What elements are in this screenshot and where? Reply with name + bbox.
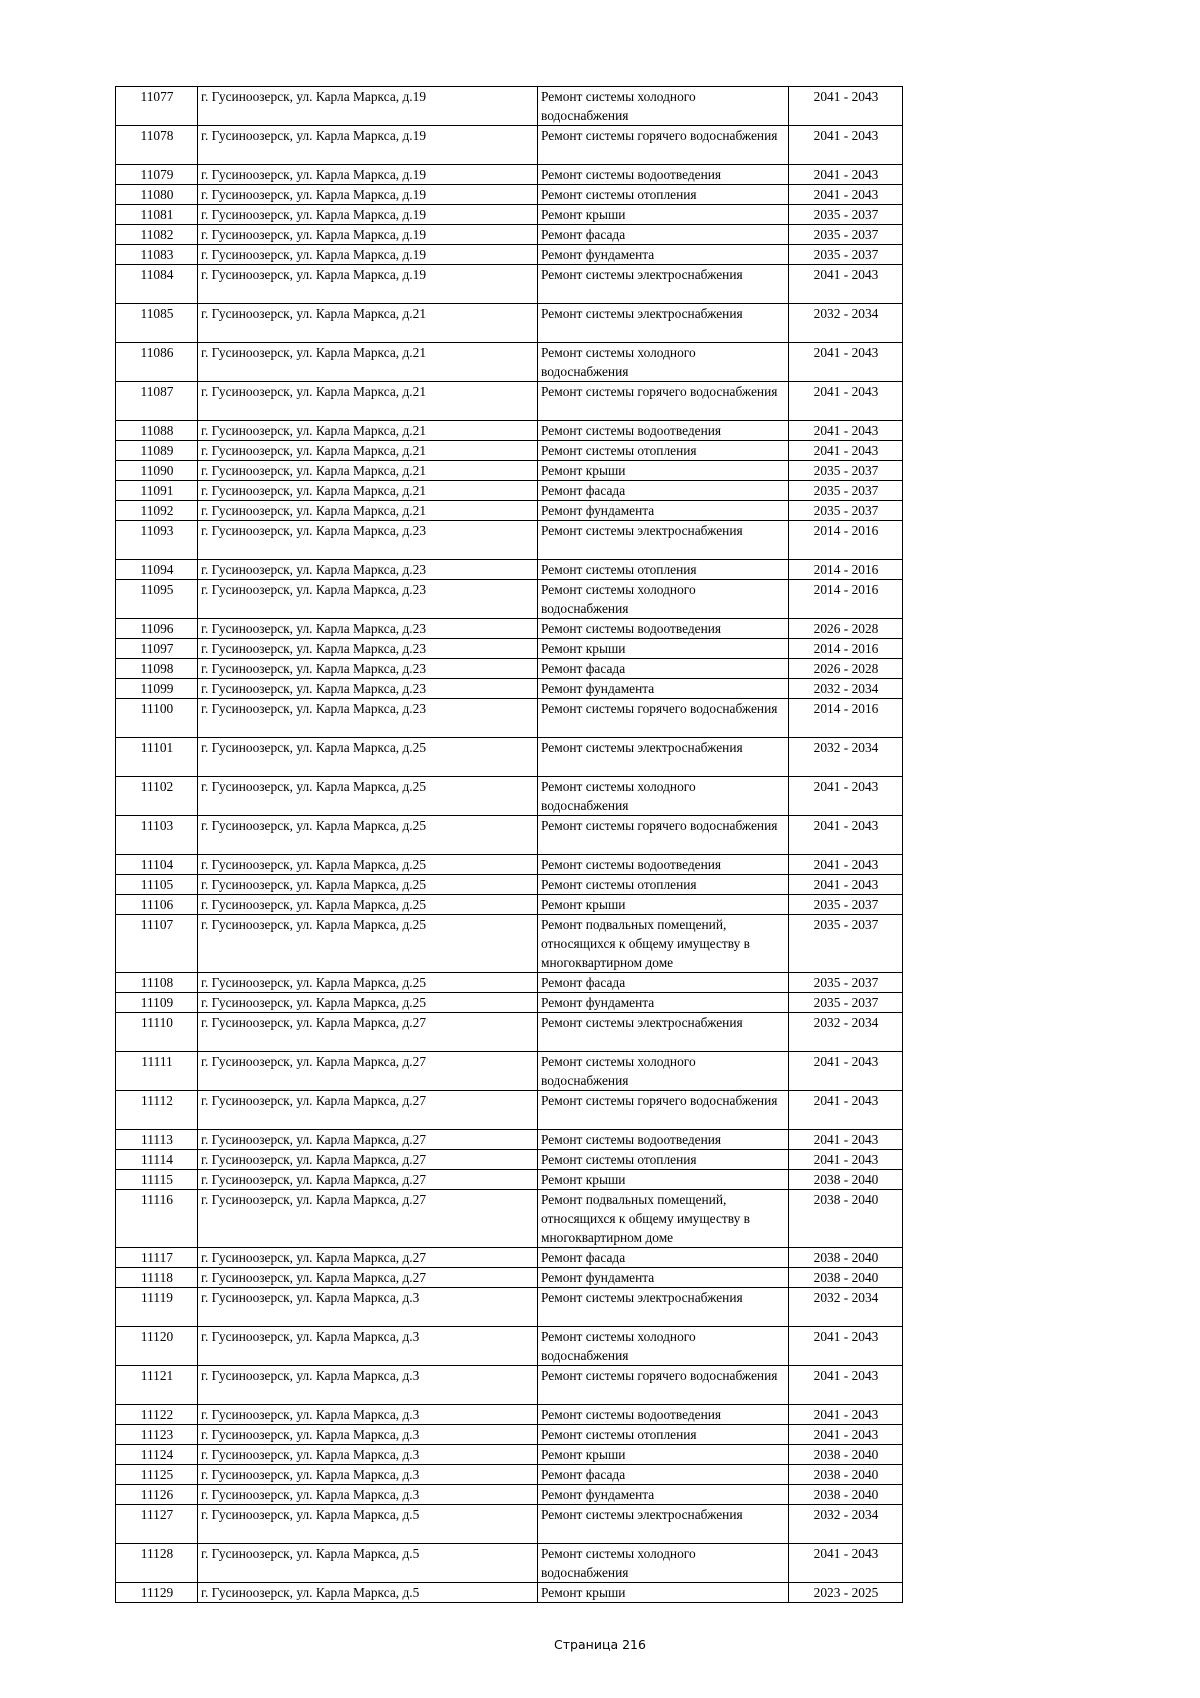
table-row bbox=[116, 1013, 903, 1052]
work-type-cell: Ремонт системы водоотведения bbox=[538, 1405, 789, 1425]
table-row bbox=[116, 993, 903, 1013]
work-type-cell: Ремонт системы электроснабжения bbox=[538, 738, 789, 777]
row-number-cell: 11081 bbox=[116, 205, 198, 225]
period-cell: 2041 - 2043 bbox=[789, 875, 903, 895]
address-cell: г. Гусиноозерск, ул. Карла Маркса, д.3 bbox=[198, 1288, 538, 1327]
table-row bbox=[116, 1544, 903, 1583]
address-cell: г. Гусиноозерск, ул. Карла Маркса, д.19 bbox=[198, 245, 538, 265]
work-type-cell: Ремонт крыши bbox=[538, 1170, 789, 1190]
table-row bbox=[116, 855, 903, 875]
period-cell: 2014 - 2016 bbox=[789, 639, 903, 659]
row-number-cell: 11117 bbox=[116, 1248, 198, 1268]
address-cell: г. Гусиноозерск, ул. Карла Маркса, д.19 bbox=[198, 126, 538, 165]
address-cell: г. Гусиноозерск, ул. Карла Маркса, д.27 bbox=[198, 1091, 538, 1130]
period-cell: 2032 - 2034 bbox=[789, 1505, 903, 1544]
row-number-cell: 11103 bbox=[116, 816, 198, 855]
address-cell: г. Гусиноозерск, ул. Карла Маркса, д.5 bbox=[198, 1544, 538, 1583]
address-cell: г. Гусиноозерск, ул. Карла Маркса, д.23 bbox=[198, 699, 538, 738]
row-number-cell: 11085 bbox=[116, 304, 198, 343]
period-cell: 2035 - 2037 bbox=[789, 895, 903, 915]
row-number-cell: 11089 bbox=[116, 441, 198, 461]
period-cell: 2032 - 2034 bbox=[789, 304, 903, 343]
address-cell: г. Гусиноозерск, ул. Карла Маркса, д.19 bbox=[198, 225, 538, 245]
period-cell: 2041 - 2043 bbox=[789, 87, 903, 126]
table-row bbox=[116, 875, 903, 895]
work-type-cell: Ремонт фундамента bbox=[538, 501, 789, 521]
table-row bbox=[116, 126, 903, 165]
work-type-cell: Ремонт системы электроснабжения bbox=[538, 521, 789, 560]
period-cell: 2035 - 2037 bbox=[789, 205, 903, 225]
table-row bbox=[116, 225, 903, 245]
address-cell: г. Гусиноозерск, ул. Карла Маркса, д.19 bbox=[198, 165, 538, 185]
work-type-cell: Ремонт системы холодного водоснабжения bbox=[538, 87, 789, 126]
table-row bbox=[116, 441, 903, 461]
period-cell: 2032 - 2034 bbox=[789, 1288, 903, 1327]
row-number-cell: 11127 bbox=[116, 1505, 198, 1544]
table-row bbox=[116, 973, 903, 993]
address-cell: г. Гусиноозерск, ул. Карла Маркса, д.3 bbox=[198, 1327, 538, 1366]
table-row bbox=[116, 1268, 903, 1288]
table-row bbox=[116, 1248, 903, 1268]
work-type-cell: Ремонт фундамента bbox=[538, 245, 789, 265]
table-row bbox=[116, 461, 903, 481]
work-type-cell: Ремонт системы электроснабжения bbox=[538, 1013, 789, 1052]
row-number-cell: 11128 bbox=[116, 1544, 198, 1583]
address-cell: г. Гусиноозерск, ул. Карла Маркса, д.21 bbox=[198, 501, 538, 521]
work-type-cell: Ремонт фундамента bbox=[538, 1485, 789, 1505]
address-cell: г. Гусиноозерск, ул. Карла Маркса, д.5 bbox=[198, 1583, 538, 1603]
row-number-cell: 11088 bbox=[116, 421, 198, 441]
period-cell: 2041 - 2043 bbox=[789, 1366, 903, 1405]
work-type-cell: Ремонт системы холодного водоснабжения bbox=[538, 1544, 789, 1583]
work-type-cell: Ремонт подвальных помещений, относящихся к общему имуществу в многоквартирном доме bbox=[538, 1190, 789, 1248]
row-number-cell: 11093 bbox=[116, 521, 198, 560]
period-cell: 2041 - 2043 bbox=[789, 1130, 903, 1150]
period-cell: 2041 - 2043 bbox=[789, 1052, 903, 1091]
work-type-cell: Ремонт системы холодного водоснабжения bbox=[538, 1327, 789, 1366]
work-type-cell: Ремонт системы отопления bbox=[538, 875, 789, 895]
table-row bbox=[116, 816, 903, 855]
table-row bbox=[116, 185, 903, 205]
period-cell: 2041 - 2043 bbox=[789, 1327, 903, 1366]
period-cell: 2041 - 2043 bbox=[789, 165, 903, 185]
period-cell: 2041 - 2043 bbox=[789, 816, 903, 855]
work-type-cell: Ремонт фасада bbox=[538, 481, 789, 501]
period-cell: 2041 - 2043 bbox=[789, 441, 903, 461]
work-type-cell: Ремонт подвальных помещений, относящихся к общему имуществу в многоквартирном доме bbox=[538, 915, 789, 973]
period-cell: 2014 - 2016 bbox=[789, 521, 903, 560]
address-cell: г. Гусиноозерск, ул. Карла Маркса, д.25 bbox=[198, 777, 538, 816]
work-type-cell: Ремонт фундамента bbox=[538, 1268, 789, 1288]
work-type-cell: Ремонт системы холодного водоснабжения bbox=[538, 777, 789, 816]
row-number-cell: 11084 bbox=[116, 265, 198, 304]
row-number-cell: 11082 bbox=[116, 225, 198, 245]
row-number-cell: 11095 bbox=[116, 580, 198, 619]
row-number-cell: 11113 bbox=[116, 1130, 198, 1150]
work-type-cell: Ремонт системы отопления bbox=[538, 185, 789, 205]
row-number-cell: 11091 bbox=[116, 481, 198, 501]
table-row bbox=[116, 304, 903, 343]
period-cell: 2014 - 2016 bbox=[789, 699, 903, 738]
row-number-cell: 11119 bbox=[116, 1288, 198, 1327]
address-cell: г. Гусиноозерск, ул. Карла Маркса, д.23 bbox=[198, 659, 538, 679]
period-cell: 2035 - 2037 bbox=[789, 481, 903, 501]
row-number-cell: 11102 bbox=[116, 777, 198, 816]
work-type-cell: Ремонт системы электроснабжения bbox=[538, 1505, 789, 1544]
row-number-cell: 11108 bbox=[116, 973, 198, 993]
period-cell: 2035 - 2037 bbox=[789, 915, 903, 973]
table-row bbox=[116, 738, 903, 777]
address-cell: г. Гусиноозерск, ул. Карла Маркса, д.21 bbox=[198, 382, 538, 421]
table-row bbox=[116, 1130, 903, 1150]
address-cell: г. Гусиноозерск, ул. Карла Маркса, д.5 bbox=[198, 1505, 538, 1544]
table-row bbox=[116, 382, 903, 421]
address-cell: г. Гусиноозерск, ул. Карла Маркса, д.21 bbox=[198, 441, 538, 461]
row-number-cell: 11087 bbox=[116, 382, 198, 421]
table-row bbox=[116, 699, 903, 738]
address-cell: г. Гусиноозерск, ул. Карла Маркса, д.25 bbox=[198, 738, 538, 777]
table-row bbox=[116, 777, 903, 816]
table-row bbox=[116, 679, 903, 699]
work-type-cell: Ремонт крыши bbox=[538, 639, 789, 659]
row-number-cell: 11120 bbox=[116, 1327, 198, 1366]
period-cell: 2041 - 2043 bbox=[789, 126, 903, 165]
work-type-cell: Ремонт крыши bbox=[538, 205, 789, 225]
table-row bbox=[116, 1052, 903, 1091]
table-row bbox=[116, 895, 903, 915]
work-type-cell: Ремонт системы водоотведения bbox=[538, 421, 789, 441]
work-type-cell: Ремонт системы отопления bbox=[538, 441, 789, 461]
address-cell: г. Гусиноозерск, ул. Карла Маркса, д.23 bbox=[198, 560, 538, 580]
period-cell: 2041 - 2043 bbox=[789, 343, 903, 382]
work-type-cell: Ремонт системы холодного водоснабжения bbox=[538, 580, 789, 619]
address-cell: г. Гусиноозерск, ул. Карла Маркса, д.27 bbox=[198, 1170, 538, 1190]
row-number-cell: 11099 bbox=[116, 679, 198, 699]
work-type-cell: Ремонт системы горячего водоснабжения bbox=[538, 382, 789, 421]
address-cell: г. Гусиноозерск, ул. Карла Маркса, д.27 bbox=[198, 1130, 538, 1150]
period-cell: 2038 - 2040 bbox=[789, 1190, 903, 1248]
table-row bbox=[116, 560, 903, 580]
address-cell: г. Гусиноозерск, ул. Карла Маркса, д.25 bbox=[198, 816, 538, 855]
row-number-cell: 11122 bbox=[116, 1405, 198, 1425]
period-cell: 2038 - 2040 bbox=[789, 1248, 903, 1268]
row-number-cell: 11107 bbox=[116, 915, 198, 973]
work-type-cell: Ремонт системы горячего водоснабжения bbox=[538, 126, 789, 165]
table-row bbox=[116, 87, 903, 126]
row-number-cell: 11086 bbox=[116, 343, 198, 382]
work-type-cell: Ремонт системы водоотведения bbox=[538, 619, 789, 639]
work-type-cell: Ремонт системы водоотведения bbox=[538, 165, 789, 185]
row-number-cell: 11092 bbox=[116, 501, 198, 521]
work-type-cell: Ремонт крыши bbox=[538, 1445, 789, 1465]
row-number-cell: 11083 bbox=[116, 245, 198, 265]
table-row bbox=[116, 245, 903, 265]
work-type-cell: Ремонт системы водоотведения bbox=[538, 1130, 789, 1150]
work-type-cell: Ремонт системы горячего водоснабжения bbox=[538, 816, 789, 855]
table-row bbox=[116, 265, 903, 304]
period-cell: 2035 - 2037 bbox=[789, 461, 903, 481]
address-cell: г. Гусиноозерск, ул. Карла Маркса, д.27 bbox=[198, 1052, 538, 1091]
address-cell: г. Гусиноозерск, ул. Карла Маркса, д.25 bbox=[198, 855, 538, 875]
period-cell: 2041 - 2043 bbox=[789, 1544, 903, 1583]
table-row bbox=[116, 1445, 903, 1465]
address-cell: г. Гусиноозерск, ул. Карла Маркса, д.27 bbox=[198, 1013, 538, 1052]
row-number-cell: 11101 bbox=[116, 738, 198, 777]
work-type-cell: Ремонт системы холодного водоснабжения bbox=[538, 1052, 789, 1091]
period-cell: 2035 - 2037 bbox=[789, 501, 903, 521]
work-type-cell: Ремонт фасада bbox=[538, 225, 789, 245]
row-number-cell: 11105 bbox=[116, 875, 198, 895]
period-cell: 2041 - 2043 bbox=[789, 1425, 903, 1445]
period-cell: 2014 - 2016 bbox=[789, 580, 903, 619]
work-type-cell: Ремонт системы электроснабжения bbox=[538, 1288, 789, 1327]
period-cell: 2035 - 2037 bbox=[789, 225, 903, 245]
period-cell: 2041 - 2043 bbox=[789, 1150, 903, 1170]
table-row bbox=[116, 915, 903, 973]
row-number-cell: 11098 bbox=[116, 659, 198, 679]
period-cell: 2041 - 2043 bbox=[789, 382, 903, 421]
table-row bbox=[116, 1288, 903, 1327]
row-number-cell: 11080 bbox=[116, 185, 198, 205]
period-cell: 2032 - 2034 bbox=[789, 738, 903, 777]
page-number: Страница 216 bbox=[554, 1637, 646, 1652]
work-type-cell: Ремонт системы горячего водоснабжения bbox=[538, 699, 789, 738]
address-cell: г. Гусиноозерск, ул. Карла Маркса, д.23 bbox=[198, 580, 538, 619]
period-cell: 2035 - 2037 bbox=[789, 245, 903, 265]
work-type-cell: Ремонт системы отопления bbox=[538, 560, 789, 580]
period-cell: 2041 - 2043 bbox=[789, 1091, 903, 1130]
address-cell: г. Гусиноозерск, ул. Карла Маркса, д.21 bbox=[198, 481, 538, 501]
row-number-cell: 11090 bbox=[116, 461, 198, 481]
row-number-cell: 11124 bbox=[116, 1445, 198, 1465]
address-cell: г. Гусиноозерск, ул. Карла Маркса, д.27 bbox=[198, 1190, 538, 1248]
row-number-cell: 11116 bbox=[116, 1190, 198, 1248]
address-cell: г. Гусиноозерск, ул. Карла Маркса, д.27 bbox=[198, 1248, 538, 1268]
work-type-cell: Ремонт системы водоотведения bbox=[538, 855, 789, 875]
work-type-cell: Ремонт системы холодного водоснабжения bbox=[538, 343, 789, 382]
work-type-cell: Ремонт крыши bbox=[538, 1583, 789, 1603]
table-row bbox=[116, 619, 903, 639]
address-cell: г. Гусиноозерск, ул. Карла Маркса, д.21 bbox=[198, 421, 538, 441]
address-cell: г. Гусиноозерск, ул. Карла Маркса, д.23 bbox=[198, 619, 538, 639]
address-cell: г. Гусиноозерск, ул. Карла Маркса, д.21 bbox=[198, 461, 538, 481]
row-number-cell: 11097 bbox=[116, 639, 198, 659]
table-row bbox=[116, 1170, 903, 1190]
address-cell: г. Гусиноозерск, ул. Карла Маркса, д.21 bbox=[198, 304, 538, 343]
period-cell: 2038 - 2040 bbox=[789, 1485, 903, 1505]
row-number-cell: 11118 bbox=[116, 1268, 198, 1288]
row-number-cell: 11112 bbox=[116, 1091, 198, 1130]
address-cell: г. Гусиноозерск, ул. Карла Маркса, д.25 bbox=[198, 973, 538, 993]
table-row bbox=[116, 1505, 903, 1544]
address-cell: г. Гусиноозерск, ул. Карла Маркса, д.23 bbox=[198, 521, 538, 560]
address-cell: г. Гусиноозерск, ул. Карла Маркса, д.3 bbox=[198, 1485, 538, 1505]
work-type-cell: Ремонт фасада bbox=[538, 1248, 789, 1268]
address-cell: г. Гусиноозерск, ул. Карла Маркса, д.3 bbox=[198, 1445, 538, 1465]
row-number-cell: 11096 bbox=[116, 619, 198, 639]
table-row bbox=[116, 580, 903, 619]
row-number-cell: 11100 bbox=[116, 699, 198, 738]
work-type-cell: Ремонт фундамента bbox=[538, 993, 789, 1013]
period-cell: 2023 - 2025 bbox=[789, 1583, 903, 1603]
period-cell: 2038 - 2040 bbox=[789, 1170, 903, 1190]
address-cell: г. Гусиноозерск, ул. Карла Маркса, д.3 bbox=[198, 1366, 538, 1405]
period-cell: 2041 - 2043 bbox=[789, 421, 903, 441]
address-cell: г. Гусиноозерск, ул. Карла Маркса, д.3 bbox=[198, 1405, 538, 1425]
table-body bbox=[116, 87, 903, 1603]
address-cell: г. Гусиноозерск, ул. Карла Маркса, д.3 bbox=[198, 1425, 538, 1445]
period-cell: 2041 - 2043 bbox=[789, 777, 903, 816]
period-cell: 2035 - 2037 bbox=[789, 993, 903, 1013]
period-cell: 2041 - 2043 bbox=[789, 185, 903, 205]
address-cell: г. Гусиноозерск, ул. Карла Маркса, д.27 bbox=[198, 1150, 538, 1170]
row-number-cell: 11115 bbox=[116, 1170, 198, 1190]
row-number-cell: 11077 bbox=[116, 87, 198, 126]
table-row bbox=[116, 421, 903, 441]
row-number-cell: 11106 bbox=[116, 895, 198, 915]
row-number-cell: 11104 bbox=[116, 855, 198, 875]
work-type-cell: Ремонт системы отопления bbox=[538, 1425, 789, 1445]
table-row bbox=[116, 481, 903, 501]
table-row bbox=[116, 1366, 903, 1405]
address-cell: г. Гусиноозерск, ул. Карла Маркса, д.25 bbox=[198, 895, 538, 915]
period-cell: 2014 - 2016 bbox=[789, 560, 903, 580]
period-cell: 2041 - 2043 bbox=[789, 855, 903, 875]
work-type-cell: Ремонт фундамента bbox=[538, 679, 789, 699]
table-row bbox=[116, 1190, 903, 1248]
address-cell: г. Гусиноозерск, ул. Карла Маркса, д.27 bbox=[198, 1268, 538, 1288]
row-number-cell: 11126 bbox=[116, 1485, 198, 1505]
address-cell: г. Гусиноозерск, ул. Карла Маркса, д.19 bbox=[198, 205, 538, 225]
period-cell: 2038 - 2040 bbox=[789, 1445, 903, 1465]
table-row bbox=[116, 659, 903, 679]
address-cell: г. Гусиноозерск, ул. Карла Маркса, д.23 bbox=[198, 679, 538, 699]
table-row bbox=[116, 1091, 903, 1130]
work-type-cell: Ремонт фасада bbox=[538, 973, 789, 993]
work-type-cell: Ремонт фасада bbox=[538, 1465, 789, 1485]
address-cell: г. Гусиноозерск, ул. Карла Маркса, д.19 bbox=[198, 185, 538, 205]
table-row bbox=[116, 1327, 903, 1366]
table-row bbox=[116, 165, 903, 185]
row-number-cell: 11094 bbox=[116, 560, 198, 580]
table-row bbox=[116, 1485, 903, 1505]
table-row bbox=[116, 639, 903, 659]
address-cell: г. Гусиноозерск, ул. Карла Маркса, д.19 bbox=[198, 87, 538, 126]
period-cell: 2032 - 2034 bbox=[789, 679, 903, 699]
address-cell: г. Гусиноозерск, ул. Карла Маркса, д.25 bbox=[198, 993, 538, 1013]
period-cell: 2026 - 2028 bbox=[789, 619, 903, 639]
table-row bbox=[116, 1425, 903, 1445]
row-number-cell: 11110 bbox=[116, 1013, 198, 1052]
address-cell: г. Гусиноозерск, ул. Карла Маркса, д.23 bbox=[198, 639, 538, 659]
row-number-cell: 11111 bbox=[116, 1052, 198, 1091]
address-cell: г. Гусиноозерск, ул. Карла Маркса, д.25 bbox=[198, 875, 538, 895]
period-cell: 2035 - 2037 bbox=[789, 973, 903, 993]
address-cell: г. Гусиноозерск, ул. Карла Маркса, д.19 bbox=[198, 265, 538, 304]
work-type-cell: Ремонт системы электроснабжения bbox=[538, 265, 789, 304]
row-number-cell: 11114 bbox=[116, 1150, 198, 1170]
table-row bbox=[116, 1150, 903, 1170]
period-cell: 2038 - 2040 bbox=[789, 1268, 903, 1288]
work-type-cell: Ремонт фасада bbox=[538, 659, 789, 679]
work-type-cell: Ремонт системы горячего водоснабжения bbox=[538, 1091, 789, 1130]
period-cell: 2041 - 2043 bbox=[789, 265, 903, 304]
period-cell: 2032 - 2034 bbox=[789, 1013, 903, 1052]
work-type-cell: Ремонт крыши bbox=[538, 895, 789, 915]
row-number-cell: 11079 bbox=[116, 165, 198, 185]
table-row bbox=[116, 1405, 903, 1425]
address-cell: г. Гусиноозерск, ул. Карла Маркса, д.25 bbox=[198, 915, 538, 973]
row-number-cell: 11109 bbox=[116, 993, 198, 1013]
work-type-cell: Ремонт системы горячего водоснабжения bbox=[538, 1366, 789, 1405]
row-number-cell: 11123 bbox=[116, 1425, 198, 1445]
address-cell: г. Гусиноозерск, ул. Карла Маркса, д.21 bbox=[198, 343, 538, 382]
period-cell: 2026 - 2028 bbox=[789, 659, 903, 679]
address-cell: г. Гусиноозерск, ул. Карла Маркса, д.3 bbox=[198, 1465, 538, 1485]
period-cell: 2038 - 2040 bbox=[789, 1465, 903, 1485]
table-row bbox=[116, 1465, 903, 1485]
row-number-cell: 11125 bbox=[116, 1465, 198, 1485]
work-type-cell: Ремонт системы электроснабжения bbox=[538, 304, 789, 343]
table-row bbox=[116, 521, 903, 560]
table-row bbox=[116, 205, 903, 225]
table-row bbox=[116, 1583, 903, 1603]
table-row bbox=[116, 343, 903, 382]
row-number-cell: 11078 bbox=[116, 126, 198, 165]
row-number-cell: 11121 bbox=[116, 1366, 198, 1405]
work-type-cell: Ремонт крыши bbox=[538, 461, 789, 481]
row-number-cell: 11129 bbox=[116, 1583, 198, 1603]
table-row bbox=[116, 501, 903, 521]
period-cell: 2041 - 2043 bbox=[789, 1405, 903, 1425]
work-type-cell: Ремонт системы отопления bbox=[538, 1150, 789, 1170]
repair-schedule-table bbox=[115, 86, 903, 1603]
